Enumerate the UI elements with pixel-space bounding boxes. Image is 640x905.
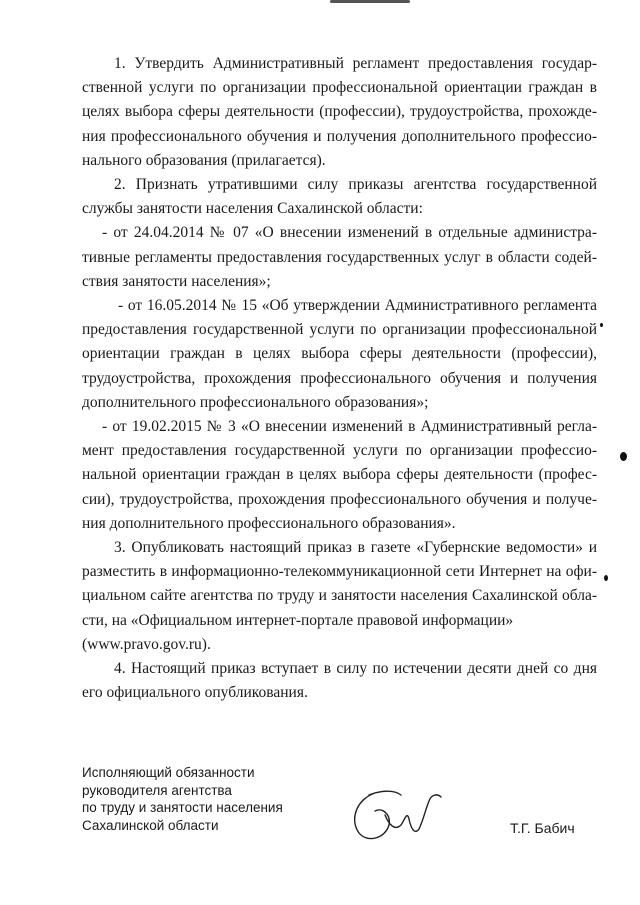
- paragraph-1: 1. Утвердить Административный регламент предоставления государственной услуги по организации профессиональной ориентации граждан в целях выбора сферы деятельности (профессии), трудоустройства, прохождения профессионального обучения и получения дополнительного профессионального образования (прилагается).: [82, 55, 597, 169]
- signatory-position: [82, 764, 322, 834]
- position-line: Сахалинской области: [82, 817, 219, 833]
- signer-name: Т.Г. Бабич: [510, 820, 575, 836]
- position-line: руководителя агентства: [82, 782, 232, 798]
- repealed-order-3: - от 19.02.2015 № 3 «О внесении изменений в Административный регламент предоставления государственной услуги по организации профессиональной ориентации граждан в целях выбора сферы деятельности (профессии), трудоустройства, прохождения профессионального обучения и получения дополнительного профессионального образования».: [82, 418, 597, 532]
- scan-speck: [604, 575, 608, 581]
- paragraph-3: 3. Опубликовать настоящий приказ в газете «Губернские ведомости» и разместить в информационно-телекоммуникационной сети Интернет на официальном сайте агентства по труду и занятости населения Сахалинской области, на «Официальном интернет-портале правовой информации»: [82, 539, 597, 629]
- paragraph-2: 2. Признать утратившими силу приказы агентства государственной службы занятости населения Сахалинской области:: [82, 176, 597, 218]
- order-text: [82, 52, 597, 705]
- scan-speck: [600, 323, 603, 327]
- position-line: Исполняющий обязанности: [82, 765, 255, 780]
- scan-speck: [620, 452, 627, 461]
- repealed-order-2: - от 16.05.2014 № 15 «Об утверждении Административного регламента предоставления государственной услуги по организации профессиональной ориентации граждан в целях выбора сферы деятельности (профессии), трудоустройства, прохождения профессионального обучения и получения дополнительного профессионального образования»;: [82, 297, 597, 411]
- paragraph-4: 4. Настоящий приказ вступает в силу по истечении десяти дней со дня его официального опубликования.: [82, 660, 597, 702]
- scan-artifact: [330, 0, 410, 3]
- repealed-order-1: - от 24.04.2014 № 07 «О внесении изменений в отдельные административные регламенты предоставления государственных услуг в области содействия занятости населения»;: [82, 224, 597, 290]
- position-line: по труду и занятости населения: [82, 800, 283, 815]
- handwritten-signature: [345, 785, 450, 845]
- paragraph-3-url: (www.pravo.gov.ru).: [82, 635, 211, 653]
